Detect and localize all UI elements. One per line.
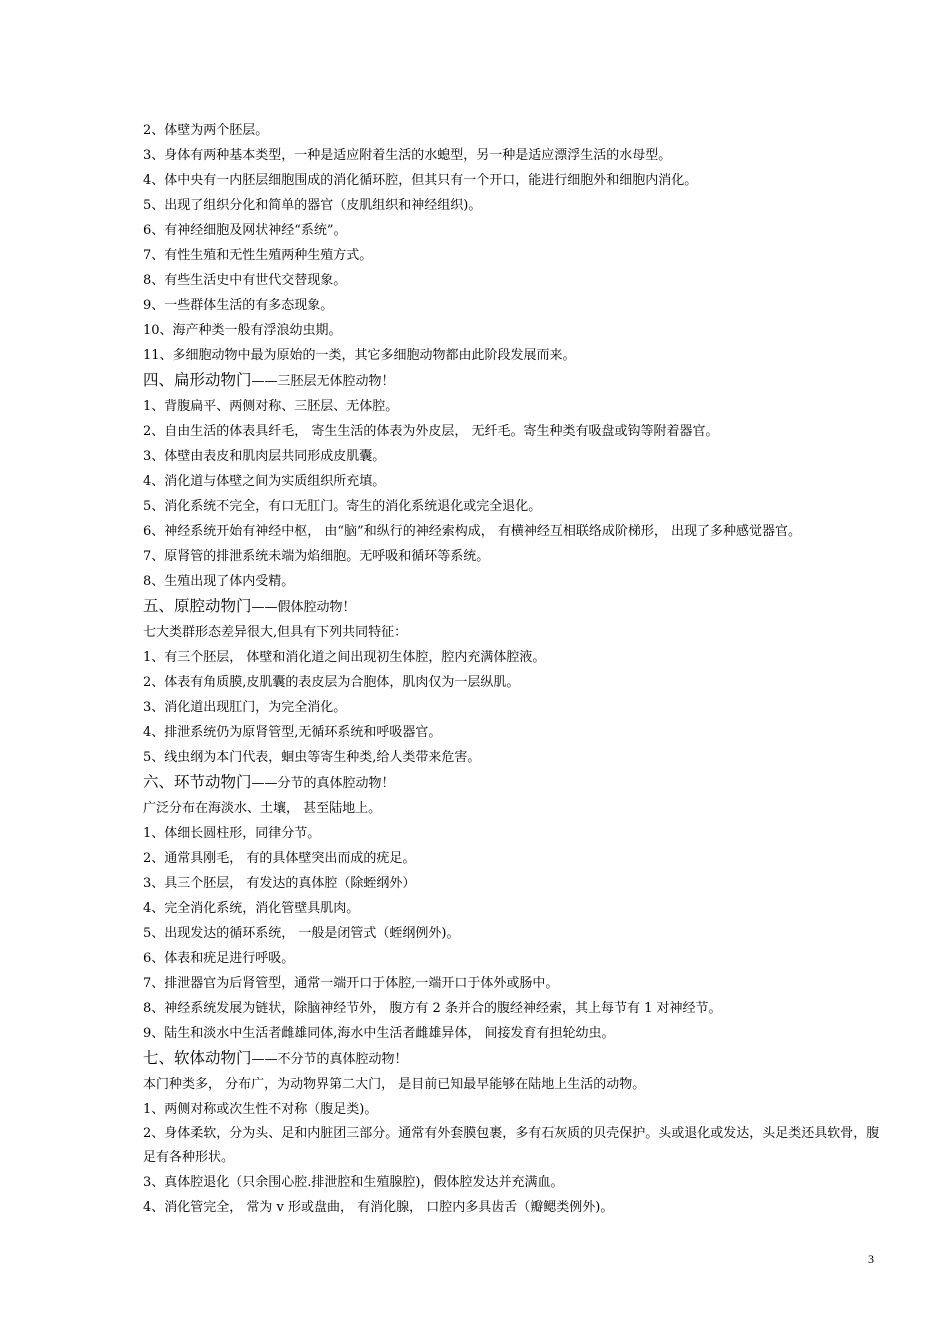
text-paragraph: 4、消化道与体壁之间为实质组织所充填。 <box>143 474 386 489</box>
section-heading <box>143 368 883 394</box>
text-paragraph: 1、背腹扁平、两侧对称、三胚层、无体腔。 <box>143 399 399 414</box>
text-paragraph: 1、体细长圆柱形，同律分节。 <box>143 826 321 841</box>
text-paragraph: 6、有神经细胞及网状神经“系统”。 <box>143 223 347 238</box>
text-paragraph: 5、出现了组织分化和简单的器官（皮肌组织和神经组织)。 <box>143 198 482 213</box>
section-heading-title: 四、扁形动物门 <box>143 371 252 389</box>
section-heading-subtitle: ——假体腔动物！ <box>251 600 356 615</box>
text-paragraph: 10、海产种类一般有浮浪幼虫期。 <box>143 323 342 338</box>
text-paragraph: 2、自由生活的体表具纤毛， 寄生生活的体表为外皮层， 无纤毛。寄生种类有吸盘或钩等附着器官。 <box>143 424 719 439</box>
text-paragraph: 3、消化道出现肛门，为完全消化。 <box>143 700 347 715</box>
section-heading-title: 七、软体动物门 <box>143 1049 252 1067</box>
text-paragraph: 9、一些群体生活的有多态现象。 <box>143 298 334 313</box>
text-paragraph: 6、神经系统开始有神经中枢， 由“脑”和纵行的神经索构成， 有横神经互相联络成阶梯形， 出现了多种感觉器官。 <box>143 524 801 539</box>
text-paragraph: 2、身体柔软，分为头、足和内脏团三部分。通常有外套膜包裹，多有石灰质的贝壳保护。头或退化或发达，头足类还具软骨，腹足有各种形状。 <box>143 1126 880 1165</box>
document-body <box>143 118 883 1220</box>
section-heading-subtitle: ——三胚层无体腔动物！ <box>251 374 395 389</box>
page-number: 3 <box>868 1252 874 1266</box>
text-paragraph: 4、排泄系统仍为原肾管型,无循环系统和呼吸器官。 <box>143 725 442 740</box>
text-paragraph: 5、出现发达的循环系统， 一般是闭管式（蛭纲例外)。 <box>143 926 460 941</box>
section-heading-title: 六、环节动物门 <box>143 773 252 791</box>
text-paragraph: 3、具三个胚层， 有发达的真体腔（除蛭纲外） <box>143 876 416 891</box>
text-paragraph: 8、神经系统发展为链状，除脑神经节外， 腹方有 2 条并合的腹经神经索，其上每节有 1 对神经节。 <box>143 1001 722 1016</box>
section-heading <box>143 594 883 620</box>
text-paragraph: 8、生殖出现了体内受精。 <box>143 574 295 589</box>
text-paragraph: 7、有性生殖和无性生殖两种生殖方式。 <box>143 248 373 263</box>
text-paragraph: 8、有些生活史中有世代交替现象。 <box>143 273 347 288</box>
text-paragraph: 7、排泄器官为后肾管型，通常一端开口于体腔,一端开口于体外或肠中。 <box>143 976 559 991</box>
section-heading <box>143 770 883 796</box>
text-paragraph: 4、消化管完全， 常为 v 形或盘曲， 有消化腺， 口腔内多具齿舌（瓣鳃类例外)。 <box>143 1200 614 1215</box>
text-paragraph: 6、体表和疣足进行呼吸。 <box>143 951 295 966</box>
text-paragraph: 7、原肾管的排泄系统未端为焰细胞。无呼吸和循环等系统。 <box>143 549 490 564</box>
section-heading-subtitle: ——分节的真体腔动物！ <box>251 776 395 791</box>
text-paragraph: 4、完全消化系统，消化管壁具肌肉。 <box>143 901 360 916</box>
text-paragraph: 5、线虫纲为本门代表，蛔虫等寄生种类,给人类带来危害。 <box>143 750 481 765</box>
text-paragraph: 3、体壁由表皮和肌肉层共同形成皮肌囊。 <box>143 449 386 464</box>
section-heading-subtitle: ——不分节的真体腔动物！ <box>251 1052 408 1067</box>
text-paragraph: 1、有三个胚层， 体壁和消化道之间出现初生体腔，腔内充满体腔液。 <box>143 650 546 665</box>
text-paragraph: 七大类群形态差异很大,但具有下列共同特征： <box>143 625 408 640</box>
text-paragraph: 5、消化系统不完全，有口无肛门。寄生的消化系统退化或完全退化。 <box>143 499 542 514</box>
text-paragraph: 1、两侧对称或次生性不对称（腹足类)。 <box>143 1102 378 1117</box>
section-heading <box>143 1046 883 1072</box>
section-heading-title: 五、原腔动物门 <box>143 597 252 615</box>
text-paragraph: 2、体壁为两个胚层。 <box>143 123 269 138</box>
text-paragraph: 2、通常具刚毛， 有的具体壁突出而成的疣足。 <box>143 851 416 866</box>
text-paragraph: 本门种类多， 分布广，为动物界第二大门， 是目前已知最早能够在陆地上生活的动物。 <box>143 1077 646 1092</box>
text-paragraph: 3、身体有两种基本类型，一种是适应附着生活的水螅型，另一种是适应漂浮生活的水母型。 <box>143 148 672 163</box>
text-paragraph: 4、体中央有一内胚层细胞围成的消化循环腔，但其只有一个开口，能进行细胞外和细胞内消化。 <box>143 173 698 188</box>
text-paragraph: 3、真体腔退化（只余围心腔.排泄腔和生殖腺腔)，假体腔发达并充满血。 <box>143 1175 564 1190</box>
text-paragraph: 广泛分布在海淡水、土壤， 甚至陆地上。 <box>143 801 382 816</box>
text-paragraph: 11、多细胞动物中最为原始的一类，其它多细胞动物都由此阶段发展而来。 <box>143 348 576 363</box>
text-paragraph: 9、陆生和淡水中生活者雌雄同体,海水中生活者雌雄异体， 间接发育有担轮幼虫。 <box>143 1026 615 1041</box>
text-paragraph: 2、体表有角质膜,皮肌囊的表皮层为合胞体，肌肉仅为一层纵肌。 <box>143 675 520 690</box>
